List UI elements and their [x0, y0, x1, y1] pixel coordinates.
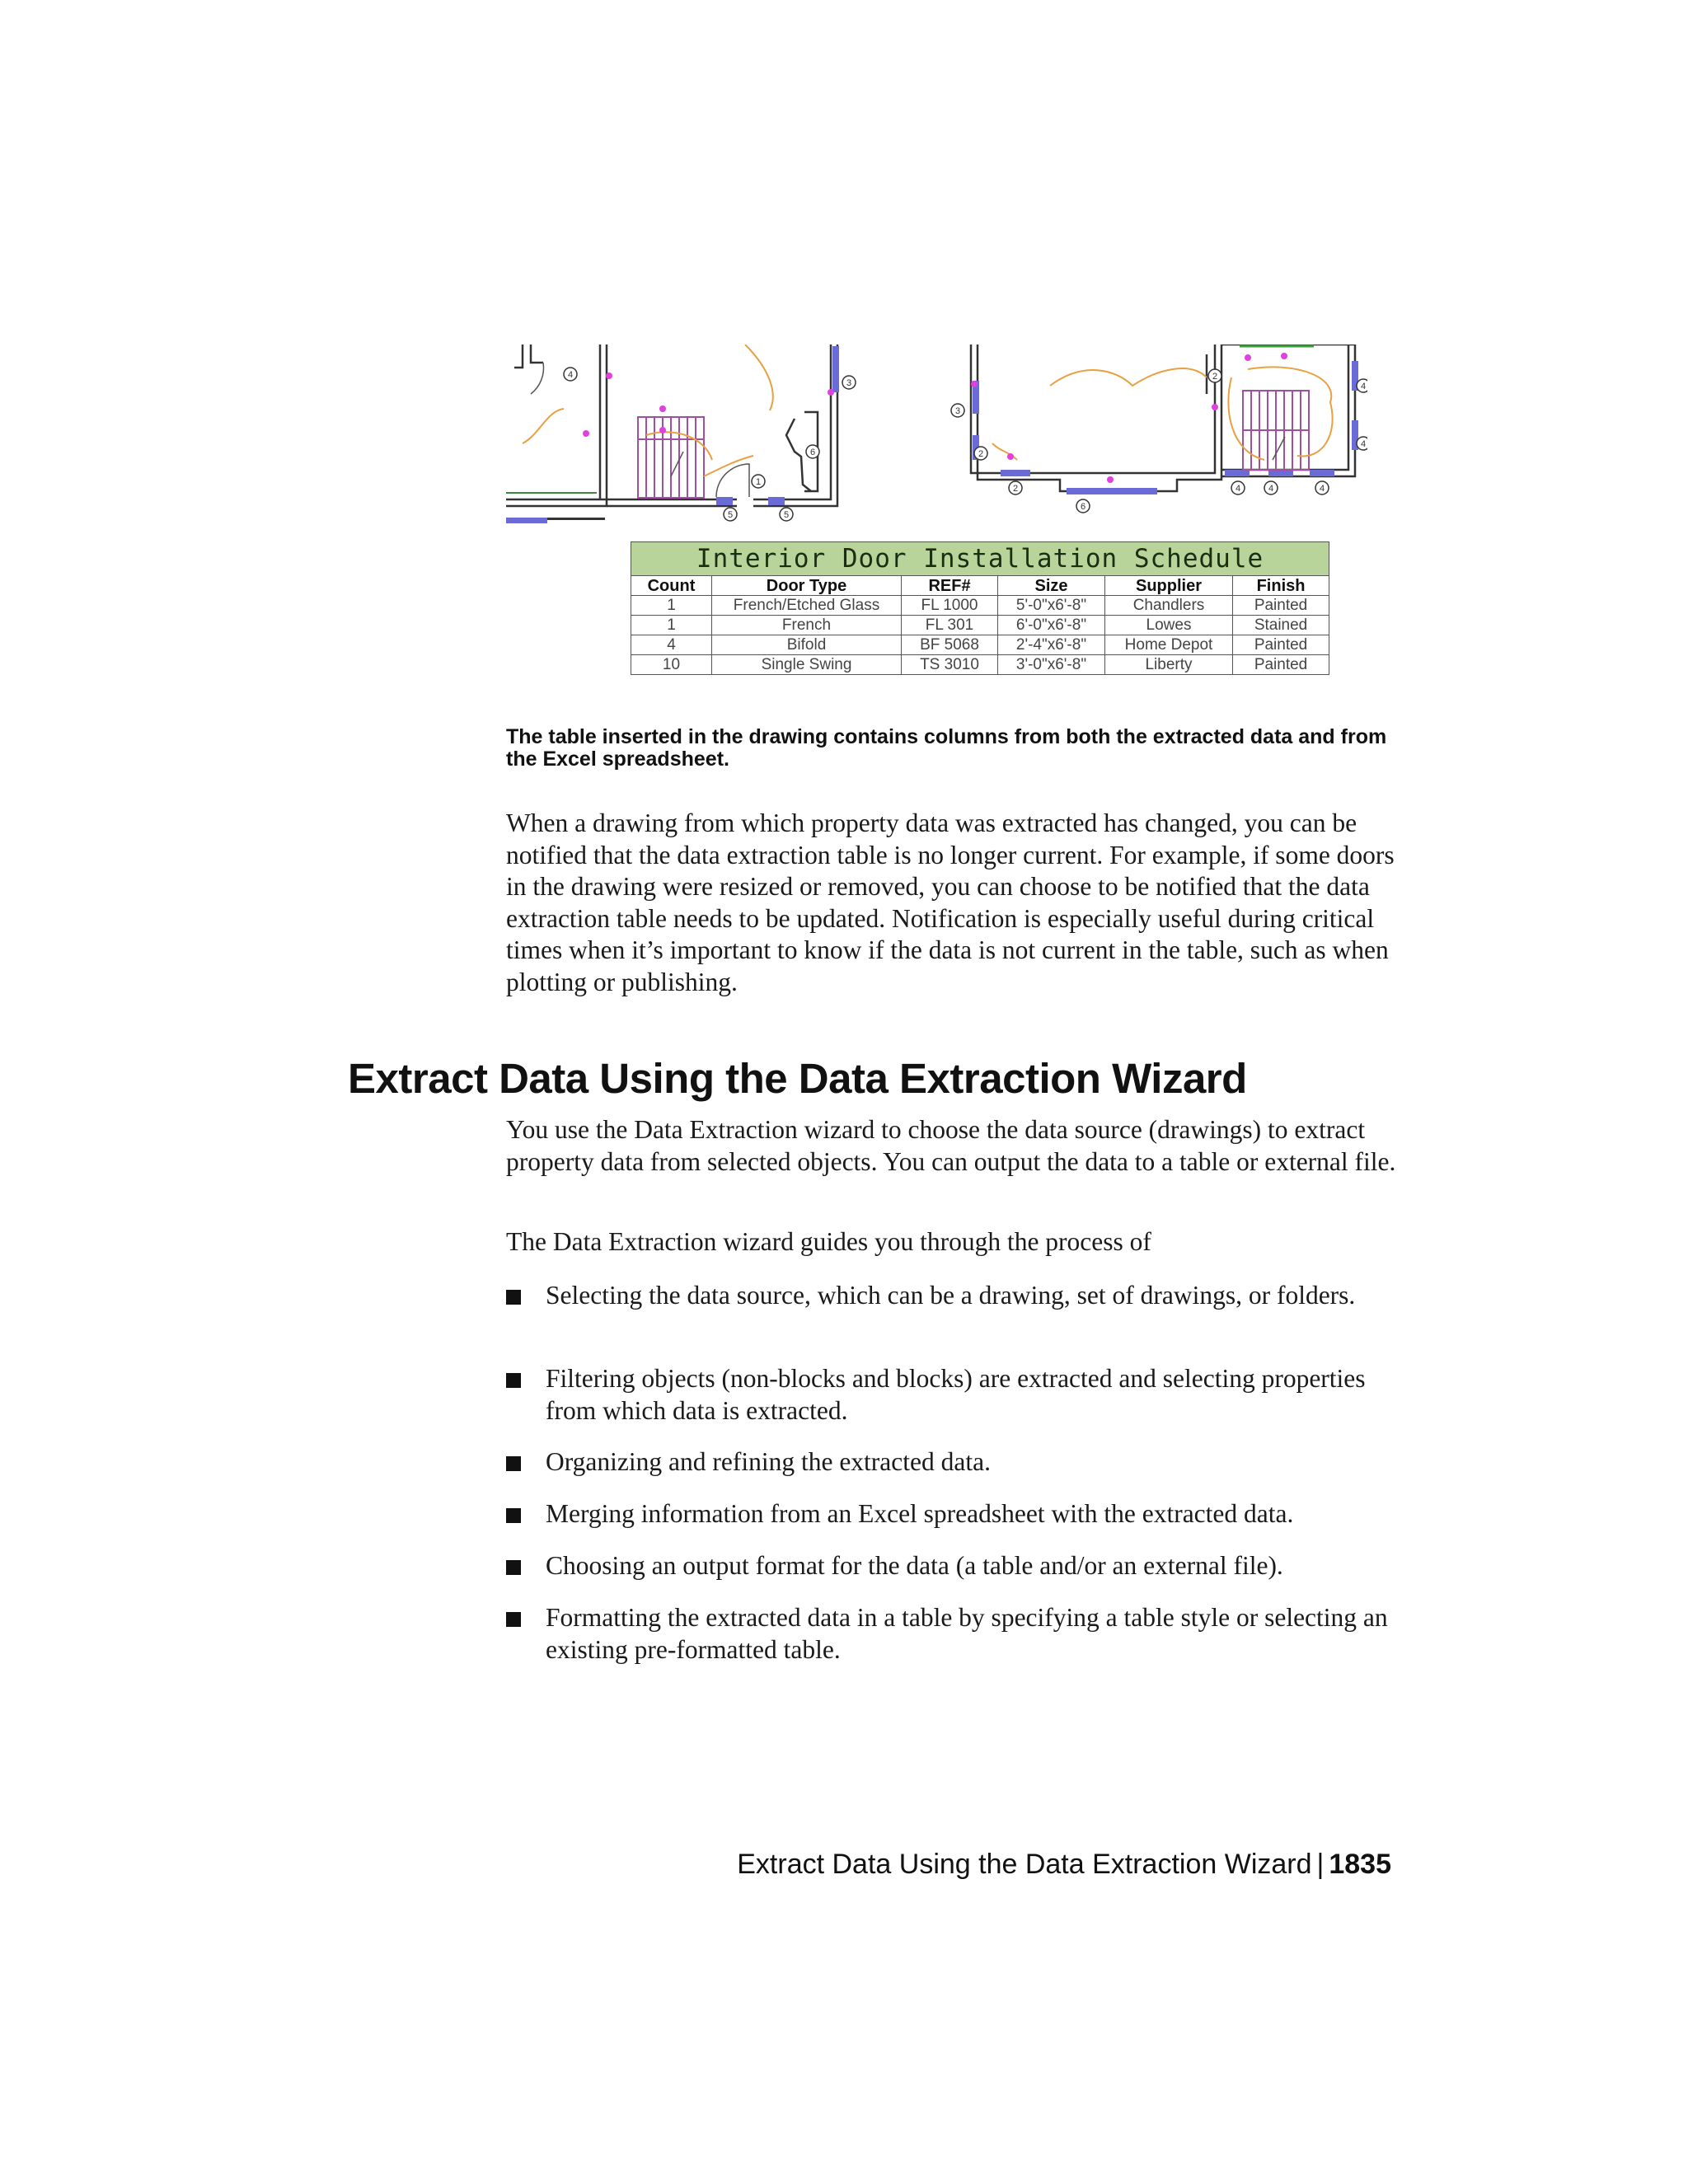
callout-label: 2 [978, 449, 984, 459]
callout-marker [1076, 499, 1090, 513]
floor-plan-drawing [506, 344, 1367, 542]
callout-marker [1357, 437, 1367, 450]
table-cell: 1 [631, 616, 712, 635]
column-header: REF# [902, 576, 998, 596]
callout-marker [1231, 481, 1245, 494]
bullet-square-icon [506, 1373, 521, 1388]
table-cell: 3'-0"x6'-8" [998, 655, 1105, 675]
table-cell: 2'-4"x6'-8" [998, 635, 1105, 655]
table-cell: Liberty [1105, 655, 1233, 675]
table-row [631, 635, 1329, 655]
table-cell: 4 [631, 635, 712, 655]
body-paragraph: The Data Extraction wizard guides you through the process of [506, 1227, 1151, 1256]
table-cell: TS 3010 [902, 655, 998, 675]
callout-label: 4 [1268, 484, 1274, 494]
door-schedule-table [631, 541, 1329, 675]
body-paragraph: When a drawing from which property data was extracted has changed, you can be notified that the data extraction table is no longer current. For example, if some doors in the drawing were resized or removed, you can choose to be notified that the data extraction table needs to be updated. Notification is especially useful during critical times when it’s important to know if the data is not current in the table, such as when plotting or publishing. [506, 808, 1395, 996]
callout-label: 1 [755, 477, 762, 487]
callout-label: 3 [846, 378, 852, 388]
callout-label: 3 [954, 406, 961, 416]
callout-marker [780, 508, 793, 521]
section-heading: Extract Data Using the Data Extraction Wizard [348, 1055, 1247, 1102]
schedule-title: Interior Door Installation Schedule [631, 542, 1329, 576]
footer-title: Extract Data Using the Data Extraction Wizard [737, 1849, 1312, 1880]
table-cell: Stained [1233, 616, 1329, 635]
table-cell: 6'-0"x6'-8" [998, 616, 1105, 635]
table-cell: French [712, 616, 902, 635]
table-cell: BF 5068 [902, 635, 998, 655]
list-item-text: Choosing an output format for the data (a table and/or an external file). [546, 1551, 1283, 1580]
callout-marker [752, 475, 765, 488]
table-row [631, 616, 1329, 635]
page-footer [732, 1846, 1391, 1882]
callout-label: 6 [1080, 502, 1086, 512]
table-cell: Chandlers [1105, 596, 1233, 616]
table-row [631, 596, 1329, 616]
callout-label: 4 [1360, 439, 1367, 449]
table-cell: Painted [1233, 655, 1329, 675]
bullet-square-icon [506, 1612, 521, 1627]
column-header: Supplier [1105, 576, 1233, 596]
table-cell: Lowes [1105, 616, 1233, 635]
callout-label: 4 [1360, 382, 1367, 391]
body-paragraph: You use the Data Extraction wizard to choose the data source (drawings) to extract property data from selected objects. You can output the data to a table or external file. [506, 1115, 1396, 1176]
outlet-symbols [583, 373, 834, 437]
callout-label: 4 [1235, 484, 1241, 494]
column-header: Count [631, 576, 712, 596]
callout-marker [1009, 481, 1022, 494]
page-number: 1835 [1329, 1849, 1391, 1880]
list-item-text: Filtering objects (non-blocks and blocks) are extracted and selecting properties from which data is extracted. [546, 1364, 1366, 1425]
callout-marker [724, 508, 737, 521]
callout-marker [1208, 369, 1221, 382]
callout-marker [1264, 481, 1278, 494]
table-cell: FL 301 [902, 616, 998, 635]
callout-label: 5 [783, 510, 790, 520]
column-header: Finish [1233, 576, 1329, 596]
list-item-text: Organizing and refining the extracted data. [546, 1447, 991, 1476]
bullet-square-icon [506, 1560, 521, 1575]
list-item-text: Merging information from an Excel spreadsheet with the extracted data. [546, 1499, 1294, 1528]
wall-segment [832, 346, 839, 392]
callout-label: 5 [727, 510, 734, 520]
callout-marker [1315, 481, 1329, 494]
table-row [631, 655, 1329, 675]
callout-label: 2 [1012, 484, 1019, 494]
table-cell: Home Depot [1105, 635, 1233, 655]
table-cell: 10 [631, 655, 712, 675]
stair-block [638, 417, 704, 498]
callout-marker [974, 447, 987, 460]
table-cell: Single Swing [712, 655, 902, 675]
table-cell: Painted [1233, 596, 1329, 616]
footer-separator: | [1316, 1849, 1325, 1880]
bullet-square-icon [506, 1290, 521, 1305]
table-cell: Bifold [712, 635, 902, 655]
callout-marker [564, 368, 577, 381]
figure-caption: The table inserted in the drawing contains columns from both the extracted data and from the Excel spreadsheet. [506, 725, 1387, 771]
schedule-header-row [631, 576, 1329, 596]
list-item-text: Selecting the data source, which can be a drawing, set of drawings, or folders. [546, 1281, 1356, 1310]
callout-marker [1357, 379, 1367, 392]
table-cell: FL 1000 [902, 596, 998, 616]
table-cell: Painted [1233, 635, 1329, 655]
callout-label: 4 [1319, 484, 1325, 494]
callout-label: 6 [809, 448, 816, 457]
bullet-square-icon [506, 1508, 521, 1523]
column-header: Size [998, 576, 1105, 596]
table-cell: French/Etched Glass [712, 596, 902, 616]
table-cell: 5'-0"x6'-8" [998, 596, 1105, 616]
callout-marker [951, 404, 964, 417]
figure-floor-plan [506, 344, 1367, 685]
callout-label: 2 [1212, 372, 1218, 382]
wall-segment [506, 518, 547, 523]
callout-marker [806, 445, 819, 458]
list-item-text: Formatting the extracted data in a table by specifying a table style or selecting an existing pre-formatted table. [546, 1603, 1388, 1664]
column-header: Door Type [712, 576, 902, 596]
callout-marker [842, 376, 856, 389]
bullet-square-icon [506, 1456, 521, 1471]
table-cell: 1 [631, 596, 712, 616]
callout-label: 4 [567, 370, 574, 380]
